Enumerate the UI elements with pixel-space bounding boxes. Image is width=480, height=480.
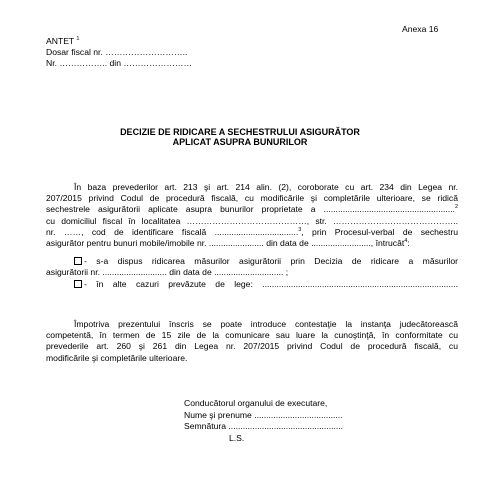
option-1: - s-a dispus ridicarea măsurilor asigurătorii prin Decizia de ridicare a măsurilor asigurătorii nr. ........................... din data de ............................. ; <box>46 256 458 278</box>
option-2-checkbox[interactable] <box>74 280 82 288</box>
option-2: - în alte cazuri prevăzute de lege: .................................................................................. <box>46 279 458 290</box>
document-number-date: Nr. …………….. din …………………… <box>46 58 193 68</box>
seal-mark: L.S. <box>229 432 245 443</box>
antet-label: ANTET $^1$ <box>46 36 80 46</box>
body-paragraph-2: Împotriva prezentului înscris se poate introduce contestaţie la instanţa judecătorească competentă, în termen de 15 zile de la comunicare sau luare la cunoştinţă, în conformitate cu prevederile art. 260 şi 261 din Legea nr. 207/2015 privind Codul de procedură fiscală, cu modificările şi completările ulterioare. <box>46 319 458 363</box>
document-title-line2: APLICAT ASUPRA BUNURILOR <box>172 137 308 147</box>
signature-block <box>184 398 343 444</box>
executor-head-label: Conducătorul organului de executare, <box>184 398 328 408</box>
annex-number: Anexa 16 <box>402 24 439 34</box>
fiscal-file-number: Dosar fiscal nr. ……………………….. <box>46 47 188 57</box>
name-field: Nume şi prenume ..................................... <box>184 409 343 420</box>
signature-field: Semnătura ................................................ <box>184 421 344 432</box>
body-paragraph-1: În baza prevederilor art. 213 şi art. 214 alin. (2), coroborate cu art. 234 din Legea nr. 207/2015 privind Codul de procedură fiscală, cu modificările şi completările ulterioare, se ridică sechestrele asigurătorii aplicate asupra bunurilor proprietate a .......................................................$^2$ cu domiciliul fiscal în localitatea ……………………………………, str. …………………………………….. nr. ……, cod de identificare fiscală ...................................$^3$, prin Procesul-verbal de sechestru asigurător pentru bunuri mobile/imobile nr. ....................... din data de ........................., întrucât$^4$: <box>46 182 458 249</box>
document-title-line1: DECIZIE DE RIDICARE A SECHESTRULUI ASIGURĂTOR <box>120 127 360 137</box>
option-1-checkbox[interactable] <box>74 257 82 265</box>
